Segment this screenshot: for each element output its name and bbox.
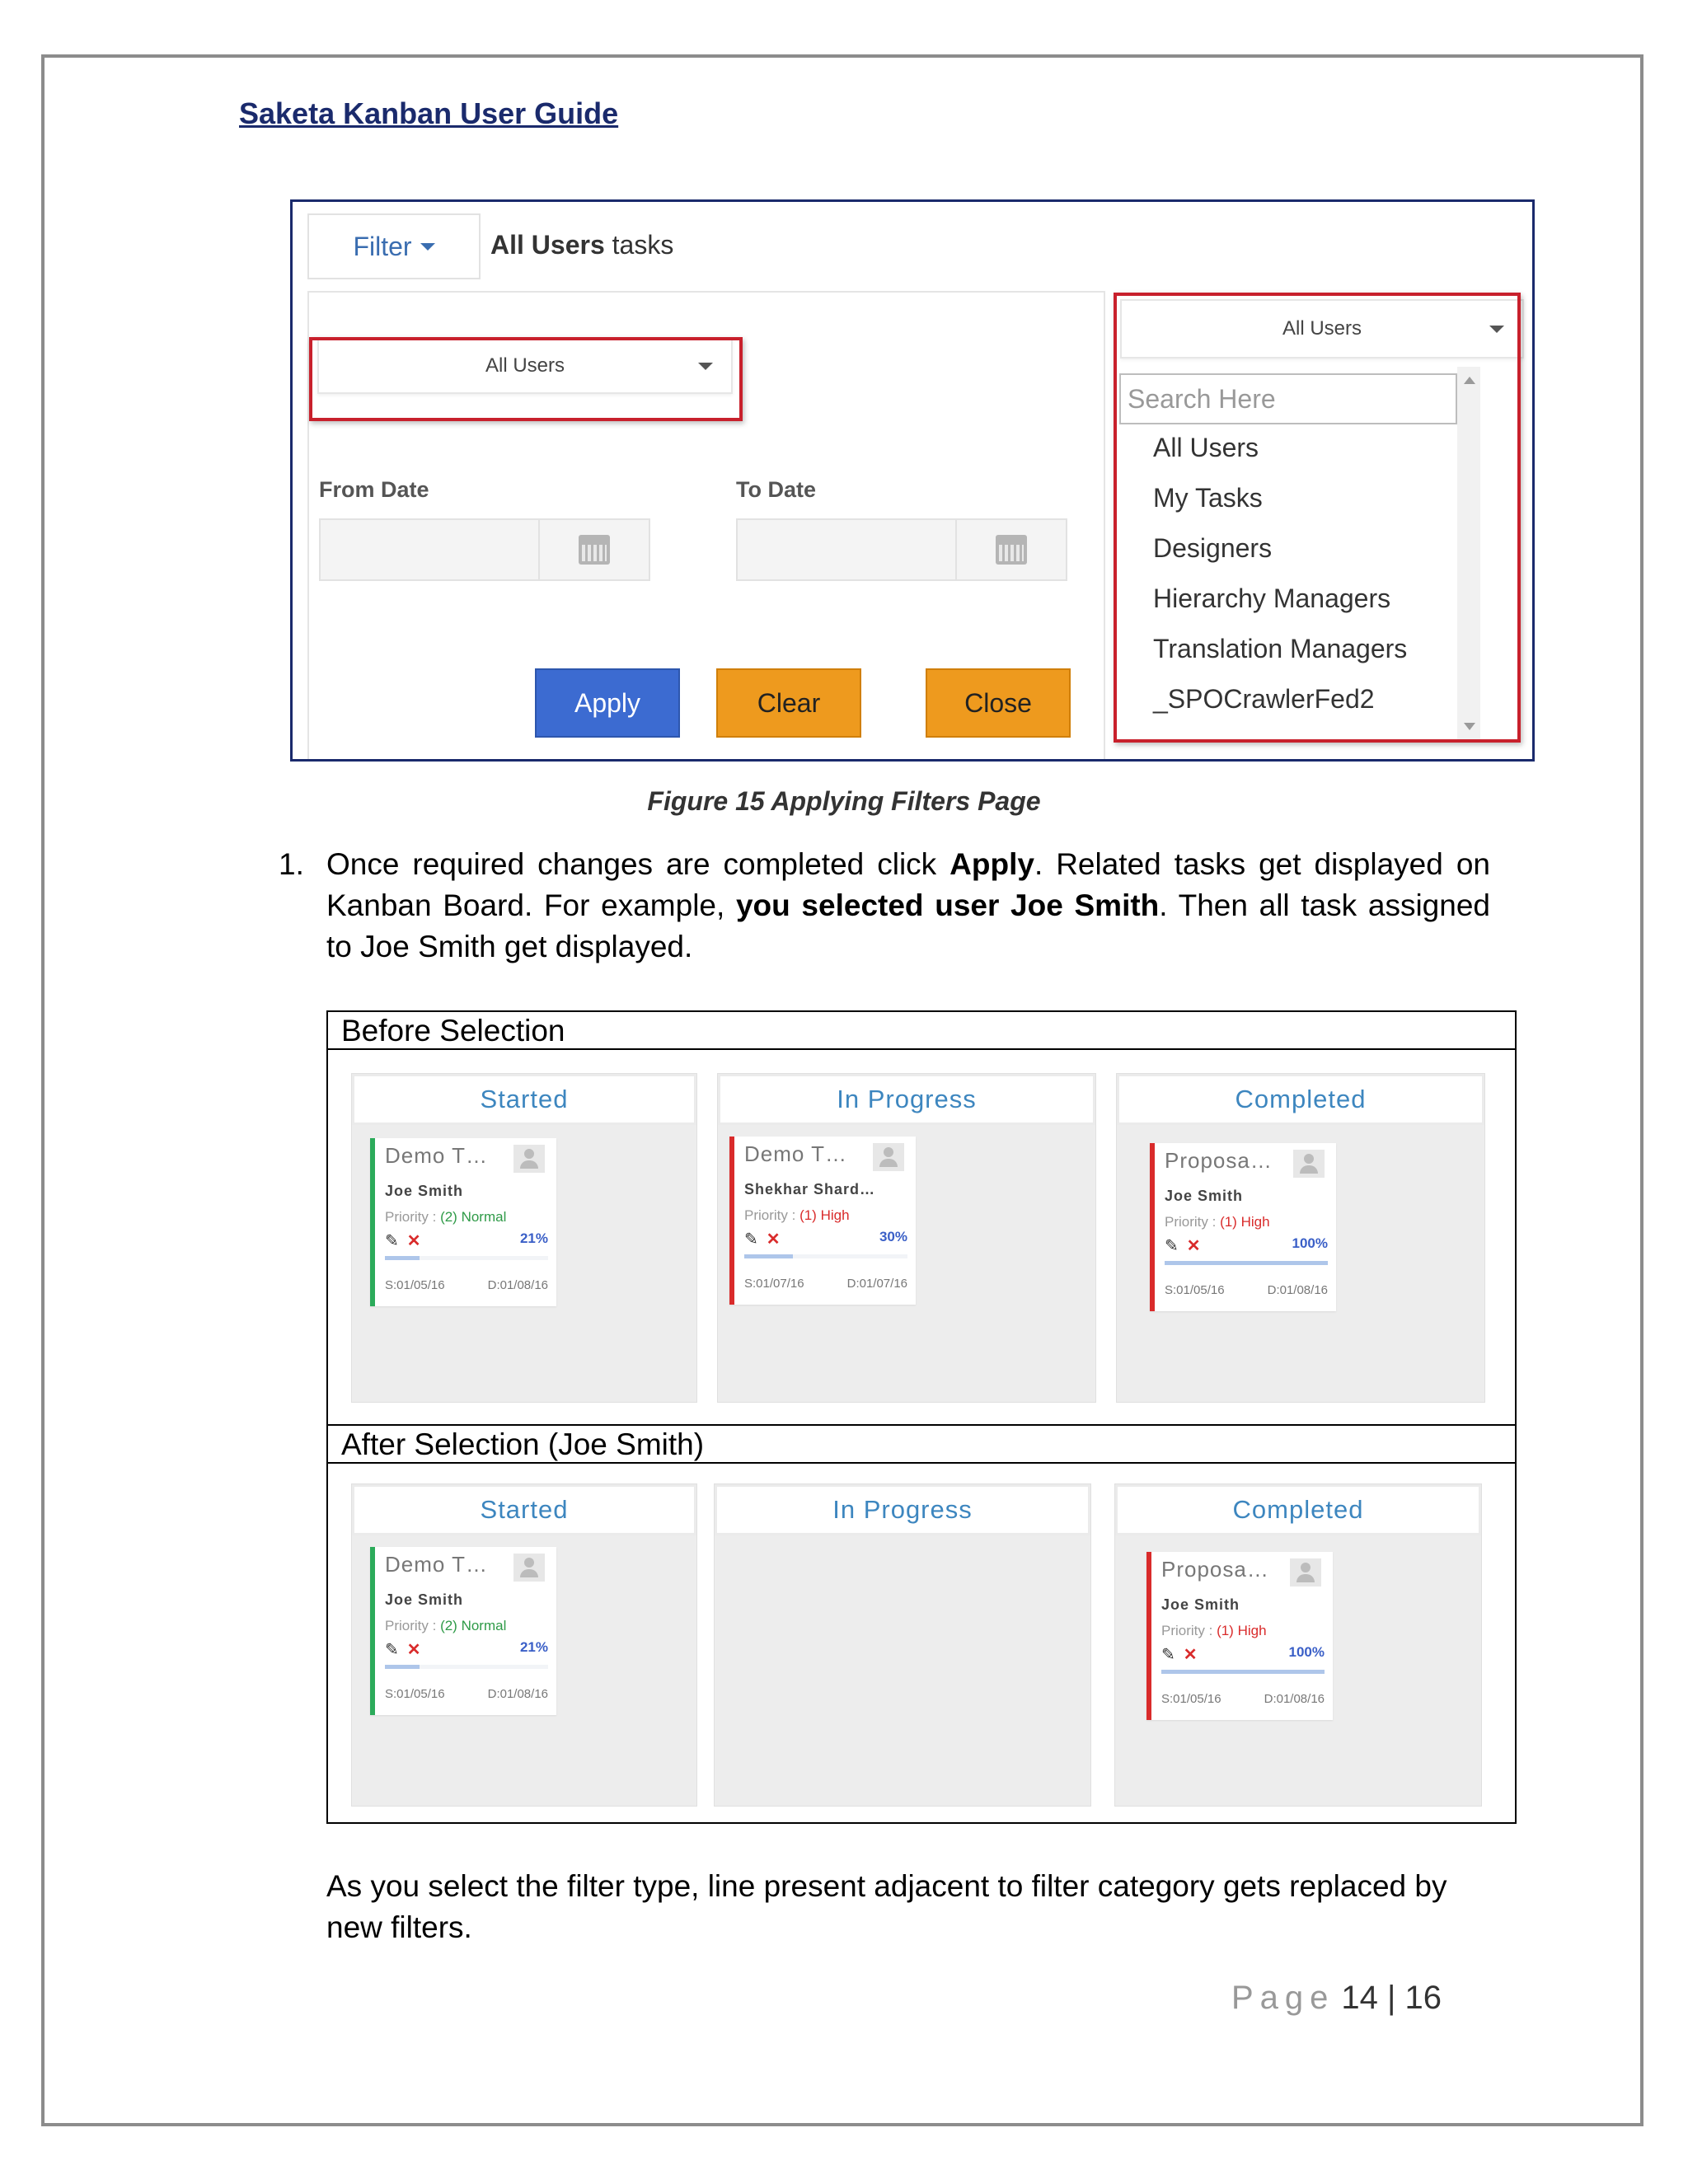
card-progress [744, 1254, 907, 1258]
card-title: Demo T… [385, 1552, 488, 1577]
dropdown-item-translation-managers[interactable]: Translation Managers [1153, 634, 1408, 663]
priority-value: (2) Normal [440, 1618, 507, 1633]
close-button[interactable]: Close [926, 668, 1071, 738]
dropdown-item-my-tasks[interactable]: My Tasks [1153, 483, 1263, 513]
card-due-date: D:01/07/16 [846, 1277, 907, 1291]
card-percent: 21% [519, 1639, 548, 1655]
card-percent: 30% [879, 1229, 907, 1244]
page-current: 14 [1341, 1980, 1378, 2016]
card-actions [744, 1229, 781, 1249]
column-title: Started [352, 1074, 696, 1125]
card-progress [385, 1256, 548, 1260]
card-priority [385, 1209, 506, 1226]
dropdown-search-input[interactable]: Search Here [1119, 373, 1457, 424]
card-assignee: Joe Smith [1165, 1188, 1244, 1204]
card-priority [1165, 1214, 1270, 1230]
apply-button[interactable]: Apply [535, 668, 680, 738]
column-started [351, 1073, 697, 1403]
page-total: 16 [1404, 1980, 1442, 2016]
card-start-date: S:01/07/16 [744, 1277, 804, 1291]
figure-caption: Figure 15 Applying Filters Page [647, 786, 1041, 816]
task-card[interactable] [729, 1137, 916, 1305]
page-number [1231, 1980, 1442, 2017]
task-card[interactable] [1146, 1552, 1333, 1720]
user-filter-dropdown-value: All Users [1282, 317, 1362, 340]
card-start-date: S:01/05/16 [385, 1687, 445, 1701]
card-percent: 100% [1292, 1235, 1328, 1251]
priority-value: (1) High [1220, 1214, 1270, 1230]
task-card[interactable] [370, 1138, 556, 1306]
edit-icon[interactable]: ✎ [385, 1641, 399, 1659]
clear-button[interactable]: Clear [716, 668, 861, 738]
avatar-icon [513, 1145, 545, 1173]
priority-value: (2) Normal [440, 1209, 507, 1225]
delete-icon[interactable]: ✕ [766, 1230, 781, 1249]
avatar-icon [513, 1554, 545, 1582]
progress-fill [1165, 1261, 1328, 1265]
from-date-calendar-button[interactable] [538, 520, 649, 579]
avatar-icon [1290, 1558, 1321, 1586]
chevron-down-icon [420, 243, 435, 251]
priority-value: (1) High [1217, 1623, 1267, 1638]
column-title: In Progress [718, 1074, 1095, 1125]
edit-icon[interactable]: ✎ [385, 1232, 399, 1250]
from-date-input[interactable] [319, 518, 650, 581]
tasks-title-user: All Users [490, 230, 605, 260]
card-title: Proposa… [1161, 1557, 1269, 1582]
column-completed [1114, 1483, 1482, 1807]
column-title: Started [352, 1484, 696, 1535]
progress-fill [1161, 1670, 1325, 1674]
task-card[interactable] [370, 1547, 556, 1715]
card-assignee: Joe Smith [385, 1183, 464, 1199]
priority-label: Priority : [1161, 1623, 1217, 1638]
card-assignee: Shekhar Shard… [744, 1181, 876, 1197]
priority-label: Priority : [385, 1209, 441, 1225]
edit-icon[interactable]: ✎ [1161, 1646, 1175, 1664]
calendar-icon [579, 535, 610, 565]
column-started [351, 1483, 697, 1807]
dropdown-item-all-users[interactable]: All Users [1153, 433, 1259, 462]
avatar-icon [873, 1143, 904, 1171]
card-actions [1161, 1644, 1198, 1665]
user-select-value: All Users [485, 354, 565, 377]
card-progress [1165, 1261, 1328, 1265]
progress-fill [385, 1256, 420, 1260]
step-text-3: . Then all task assigned to Joe Smith get displayed. [326, 888, 1490, 963]
to-date-input[interactable] [736, 518, 1067, 581]
card-actions [385, 1230, 421, 1251]
footer-paragraph: As you select the filter type, line present adjacent to filter category gets replaced by new filters. [326, 1869, 1447, 1944]
priority-label: Priority : [1165, 1214, 1221, 1230]
highlight-frame-user-select [309, 337, 743, 421]
progress-fill [385, 1665, 420, 1669]
task-card[interactable] [1150, 1143, 1336, 1311]
dropdown-item-hierarchy-managers[interactable]: Hierarchy Managers [1153, 583, 1391, 613]
card-due-date: D:01/08/16 [1267, 1283, 1328, 1297]
card-start-date: S:01/05/16 [1161, 1692, 1221, 1706]
card-due-date: D:01/08/16 [487, 1687, 548, 1701]
to-date-calendar-button[interactable] [955, 520, 1066, 579]
step-number: 1. [279, 847, 304, 881]
card-progress [1161, 1670, 1325, 1674]
card-due-date: D:01/08/16 [487, 1278, 548, 1292]
step-text-2: . Related tasks get displayed on Kanban Board. For example, [326, 847, 1490, 922]
before-selection-header: Before Selection [328, 1012, 1515, 1050]
delete-icon[interactable]: ✕ [1186, 1237, 1201, 1255]
document-header-title: Saketa Kanban User Guide [239, 96, 619, 130]
delete-icon[interactable]: ✕ [406, 1641, 421, 1659]
after-selection-header: After Selection (Joe Smith) [328, 1424, 1515, 1464]
card-due-date: D:01/08/16 [1264, 1692, 1325, 1706]
delete-icon[interactable]: ✕ [406, 1232, 421, 1250]
calendar-icon [996, 535, 1027, 565]
priority-value: (1) High [799, 1207, 850, 1223]
tasks-title [490, 230, 673, 260]
edit-icon[interactable]: ✎ [744, 1230, 758, 1249]
column-title: Completed [1117, 1074, 1484, 1125]
priority-label: Priority : [744, 1207, 800, 1223]
card-title: Demo T… [744, 1141, 847, 1166]
filter-button-label: Filter [353, 231, 412, 261]
step-bold-user: you selected user Joe Smith [735, 888, 1160, 922]
filter-screenshot [290, 199, 1535, 762]
card-assignee: Joe Smith [385, 1591, 464, 1608]
column-in-progress [714, 1483, 1091, 1807]
step-text-1: Once required changes are completed click [326, 847, 950, 881]
priority-label: Priority : [385, 1618, 441, 1633]
card-actions [1165, 1235, 1201, 1256]
column-completed [1116, 1073, 1485, 1403]
tasks-title-suffix: tasks [604, 230, 674, 260]
comparison-table [326, 1010, 1517, 1824]
card-progress [385, 1665, 548, 1669]
filter-button[interactable] [307, 213, 481, 279]
to-date-label: To Date [736, 477, 817, 502]
page-separator: | [1377, 1980, 1405, 2016]
dropdown-item-spocrawlerfed2[interactable]: _SPOCrawlerFed2 [1153, 684, 1375, 714]
card-title: Demo T… [385, 1143, 488, 1168]
card-priority [385, 1618, 506, 1634]
step-paragraph [326, 844, 1490, 968]
column-title: Completed [1115, 1484, 1481, 1535]
page-label: Page [1231, 1980, 1335, 2016]
card-priority [1161, 1623, 1267, 1639]
card-priority [744, 1207, 850, 1224]
progress-fill [744, 1254, 793, 1258]
column-in-progress [717, 1073, 1096, 1403]
avatar-icon [1293, 1150, 1325, 1178]
highlight-frame-dropdown [1114, 293, 1521, 743]
card-percent: 100% [1288, 1644, 1325, 1660]
card-actions [385, 1639, 421, 1660]
card-percent: 21% [519, 1230, 548, 1246]
step-bold-apply: Apply [950, 847, 1034, 881]
card-start-date: S:01/05/16 [1165, 1283, 1225, 1297]
edit-icon[interactable]: ✎ [1165, 1237, 1179, 1255]
card-start-date: S:01/05/16 [385, 1278, 445, 1292]
card-assignee: Joe Smith [1161, 1596, 1240, 1613]
from-date-label: From Date [319, 477, 429, 502]
delete-icon[interactable]: ✕ [1183, 1646, 1198, 1664]
dropdown-item-designers[interactable]: Designers [1153, 533, 1273, 563]
card-title: Proposa… [1165, 1148, 1273, 1173]
column-title: In Progress [715, 1484, 1090, 1535]
